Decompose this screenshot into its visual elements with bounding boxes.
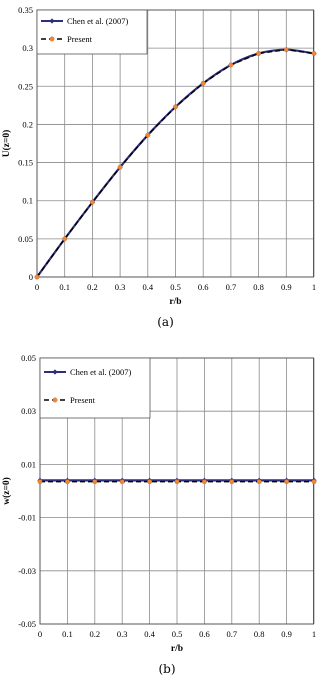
data-point-present bbox=[312, 51, 316, 55]
legend-label: Chen et al. (2007) bbox=[67, 16, 129, 26]
x-tick-label: 0.5 bbox=[170, 282, 181, 292]
x-tick-label: 0.6 bbox=[197, 282, 209, 292]
y-tick-label: -0.05 bbox=[18, 619, 36, 629]
y-axis-label: U(z=0) bbox=[2, 129, 12, 158]
x-tick-label: 0.3 bbox=[114, 282, 126, 292]
x-tick-label: 0.5 bbox=[171, 629, 183, 639]
data-point-present bbox=[35, 275, 39, 279]
data-point-present bbox=[118, 165, 122, 169]
y-tick-label: 0.25 bbox=[18, 81, 33, 92]
data-point-present bbox=[201, 81, 205, 85]
y-tick-label: 0.03 bbox=[21, 406, 36, 417]
x-tick-label: 0.8 bbox=[253, 282, 264, 292]
data-point-present bbox=[284, 47, 288, 51]
data-point-present bbox=[175, 479, 179, 483]
y-axis-label: w(z=0) bbox=[2, 477, 12, 505]
data-point-present bbox=[38, 479, 42, 483]
y-tick-label: 0.05 bbox=[18, 233, 33, 244]
figure-caption: (a) bbox=[157, 315, 174, 329]
data-point-present bbox=[62, 237, 66, 241]
x-tick-label: 0.4 bbox=[144, 629, 155, 639]
figure-caption: (b) bbox=[158, 662, 176, 676]
x-axis-label: r/b bbox=[169, 297, 182, 307]
y-tick-label: -0.03 bbox=[18, 565, 36, 576]
y-tick-label: -0.01 bbox=[18, 512, 36, 523]
data-point-present bbox=[284, 479, 288, 483]
chart-a bbox=[1, 5, 317, 329]
legend-marker bbox=[53, 398, 57, 402]
y-tick-label: 0.3 bbox=[22, 43, 33, 54]
y-tick-label: 0.15 bbox=[18, 157, 33, 168]
legend-label: Present bbox=[67, 34, 93, 44]
chart-b bbox=[1, 353, 317, 676]
y-tick-label: 0 bbox=[28, 272, 33, 282]
x-tick-label: 1 bbox=[311, 282, 317, 292]
data-point-present bbox=[120, 479, 124, 483]
legend-marker bbox=[50, 37, 54, 41]
x-tick-label: 0.2 bbox=[89, 629, 101, 639]
data-point-present bbox=[146, 133, 150, 137]
x-tick-label: 0.6 bbox=[199, 629, 210, 639]
data-point-present bbox=[173, 105, 177, 109]
x-tick-label: 0.7 bbox=[225, 282, 237, 292]
x-axis-label: r/b bbox=[170, 644, 184, 654]
x-tick-label: 0 bbox=[37, 629, 43, 639]
x-tick-label: 0.3 bbox=[116, 629, 128, 639]
y-tick-label: 0.01 bbox=[21, 459, 36, 470]
x-tick-label: 0.7 bbox=[226, 629, 238, 639]
y-tick-label: 0.2 bbox=[22, 119, 33, 130]
data-point-present bbox=[230, 479, 234, 483]
x-tick-label: 0.1 bbox=[59, 282, 71, 292]
legend-label: Chen et al. (2007) bbox=[70, 367, 132, 377]
data-point-present bbox=[257, 479, 261, 483]
data-point-present bbox=[312, 479, 316, 483]
data-point-present bbox=[202, 479, 206, 483]
x-tick-label: 0.2 bbox=[87, 282, 98, 292]
y-tick-label: 0.05 bbox=[21, 353, 36, 363]
data-point-present bbox=[147, 479, 151, 483]
data-point-present bbox=[93, 479, 97, 483]
x-tick-label: 0 bbox=[34, 282, 40, 292]
x-tick-label: 0.9 bbox=[281, 629, 292, 639]
x-tick-label: 0.8 bbox=[253, 629, 265, 639]
legend-label: Present bbox=[70, 395, 96, 405]
x-tick-label: 0.9 bbox=[280, 282, 292, 292]
data-point-present bbox=[256, 51, 260, 55]
x-tick-label: 1 bbox=[311, 629, 317, 639]
data-point-present bbox=[229, 63, 233, 67]
x-tick-label: 0.4 bbox=[142, 282, 154, 292]
data-point-present bbox=[65, 479, 69, 483]
y-tick-label: 0.1 bbox=[22, 195, 33, 206]
x-tick-label: 0.1 bbox=[62, 629, 73, 639]
y-tick-label: 0.35 bbox=[18, 5, 33, 15]
data-point-present bbox=[90, 200, 94, 204]
